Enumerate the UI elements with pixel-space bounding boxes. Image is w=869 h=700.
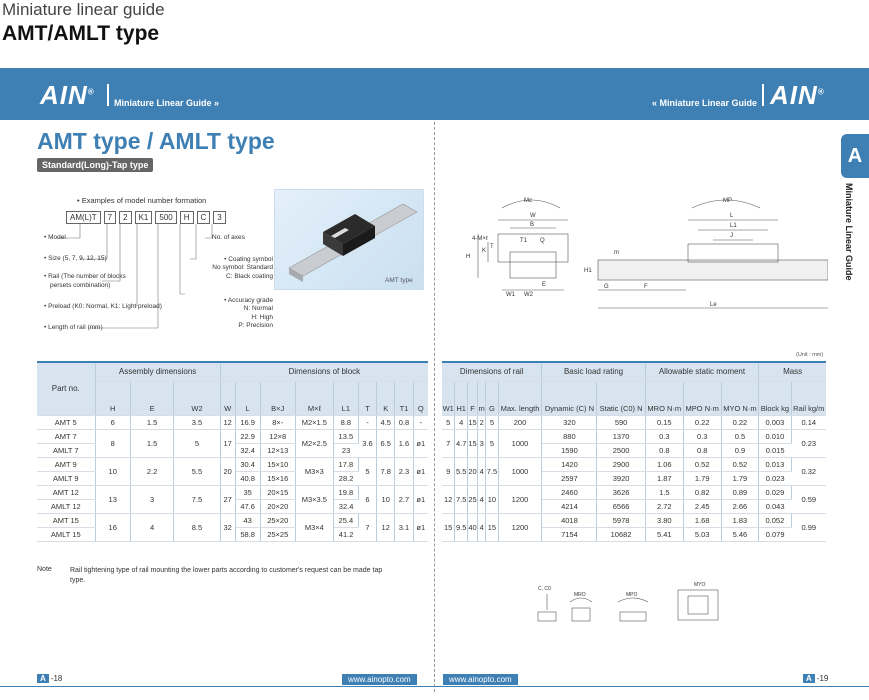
label-rail: • Rail (The number of blocks: [44, 273, 126, 280]
header-mass: Mass: [759, 363, 826, 381]
right-page-number: A -19: [803, 674, 828, 683]
label-t: T: [490, 244, 494, 250]
code-size: 7: [104, 211, 116, 224]
table-row: AMT 7 8 1.5 5 17 22.9 12×8 M2×2.5 13.5 3.6 6.5 1.6 ø1: [37, 429, 428, 443]
code-axes: 3: [213, 211, 225, 224]
right-table-wrap: [442, 361, 826, 542]
col-h: H: [95, 381, 130, 415]
col-w1: W1: [442, 381, 455, 415]
col-q: Q: [413, 381, 428, 415]
col-max-length: Max. length: [498, 381, 542, 415]
table-row: 1590 2500 0.8 0.8 0.9 0.015: [442, 443, 826, 457]
page-title: AMT type / AMLT type: [37, 128, 275, 154]
icon-label-mro: MRO: [574, 592, 586, 598]
note-label: Note: [37, 566, 52, 573]
col-static: Static (C0) N: [597, 381, 645, 415]
col-dynamic: Dynamic (C) N: [542, 381, 597, 415]
table-row: 9 5.5 20 4 7.5 1000 1420 2900 1.06 0.52 0.52 0.013 0.32: [442, 457, 826, 471]
block-dimensions-table: [37, 363, 428, 542]
label-w2: W2: [524, 292, 533, 298]
header-load: Basic load rating: [542, 363, 645, 381]
icon-load-block: [538, 612, 556, 621]
col-t1: T1: [395, 381, 413, 415]
label-l1: L1: [730, 223, 737, 229]
col-w: W: [220, 381, 235, 415]
label-model: • Model: [44, 234, 66, 241]
label-q: Q: [540, 238, 545, 244]
label-le: Le: [710, 302, 717, 308]
rail-side: [598, 260, 828, 280]
table-row: 12 7.5 25 4 10 1200 2460 3626 1.5 0.82 0.89 0.029 0.59: [442, 485, 826, 499]
label-h: H: [466, 254, 471, 260]
col-g: G: [486, 381, 499, 415]
col-block-mass: Block kg: [759, 381, 791, 415]
icon-label-mpo: MPO: [626, 592, 638, 598]
rail-front: [510, 252, 556, 278]
code-blocks: 2: [119, 211, 131, 224]
page-divider: [434, 122, 435, 692]
code-series: AM(L)T: [66, 211, 101, 224]
label-rail-2: persets combination): [50, 282, 111, 289]
col-mpo: MPO N·m: [683, 381, 721, 415]
header-moment: Allowable static moment: [645, 363, 759, 381]
table-row: AMT 15 16 4 8.5 32 43 25×20 M3×4 25.4 7 12 3.1 ø1: [37, 513, 428, 527]
label-w1: W1: [506, 292, 515, 298]
code-preload: K1: [135, 211, 153, 224]
table-row: 7 4.7 15 3 5 1000 880 1370 0.3 0.3 0.5 0.010 0.23: [442, 429, 826, 443]
table-row: 5 4 15 2 5 200 320 590 0.15 0.22 0.22 0.003 0.14: [442, 415, 826, 429]
label-e: E: [542, 282, 547, 288]
label-f: F: [644, 284, 648, 290]
label-coating: • Coating symbol No symbol: Standard C: Black coating: [212, 256, 273, 280]
linear-guide-image: [275, 190, 425, 291]
document-title: Miniature linear guide: [2, 0, 165, 19]
table-row: AMLT 15 58.8 25×25 41.2: [37, 527, 428, 541]
photo-caption: AMT type: [385, 277, 413, 284]
col-t: T: [358, 381, 376, 415]
label-size: • Size (5, 7, 9, 12, 15): [44, 255, 107, 262]
label-g: G: [604, 284, 609, 290]
label-preload: • Preload (K0: Normal, K1: Light preload): [44, 303, 162, 310]
label-length: • Length of rail (mm): [44, 324, 103, 331]
col-w2: W2: [174, 381, 220, 415]
col-e: E: [130, 381, 173, 415]
code-accuracy: H: [180, 211, 194, 224]
left-url[interactable]: www.ainopto.com: [342, 674, 417, 685]
table-row: AMLT 9 40.8 15×16 28.2: [37, 471, 428, 485]
header-band: [0, 68, 869, 120]
block-front: [498, 234, 568, 262]
icon-mro-block: [572, 608, 590, 621]
band-divider-left: [107, 84, 109, 106]
load-direction-icons: [530, 580, 745, 630]
header-assembly: Assembly dimensions: [95, 363, 220, 381]
section-tab[interactable]: A: [841, 134, 869, 178]
table-row: AMLT 12 47.6 20×20 32.4: [37, 499, 428, 513]
label-j: J: [730, 233, 733, 239]
col-f: F: [467, 381, 477, 415]
technical-drawing: [458, 186, 828, 312]
label-accuracy: • Accuracy grade N: Normal H: High P: Precision: [224, 297, 273, 330]
table-row: 7154 10682 5.41 5.03 5.46 0.079: [442, 527, 826, 541]
code-coating: C: [197, 211, 211, 224]
icon-mpo-block: [620, 612, 646, 621]
label-h1: H1: [584, 268, 592, 274]
col-l1: L1: [333, 381, 358, 415]
side-section-label: Miniature Linear Guide: [844, 183, 854, 281]
note-text: Rail tightening type of rail mounting the lower parts according to customer's request can be made tap type.: [70, 567, 383, 584]
header-part-no: Part no.: [37, 363, 95, 415]
col-rail-mass: Rail kg/m: [791, 381, 826, 415]
label-k: K: [482, 248, 487, 254]
code-length: 500: [155, 211, 176, 224]
document-subtitle: AMT/AMLT type: [2, 22, 160, 45]
header-rail: Dimensions of rail: [442, 363, 542, 381]
left-table-wrap: [37, 361, 428, 542]
label-mc: Mc: [524, 198, 532, 204]
label-b: B: [530, 222, 535, 228]
ain-logo-left: AIN®: [40, 80, 95, 110]
rail-load-table: [442, 363, 826, 542]
unit-note: (Unit : mm): [796, 352, 824, 358]
footer-rule: [0, 686, 869, 687]
icon-label-myo: MYO: [694, 582, 706, 588]
band-divider-right: [762, 84, 764, 106]
label-l: L: [730, 213, 734, 219]
band-label-right: « Miniature Linear Guide: [652, 98, 758, 108]
type-badge: Standard(Long)-Tap type: [37, 158, 153, 172]
col-bxj: B×J: [260, 381, 295, 415]
col-mxl: M×ℓ: [295, 381, 333, 415]
model-examples-label: • Examples of model number formation: [77, 196, 207, 205]
table-row: AMT 5 6 1.5 3.5 12 16.9 8×- M2×1.5 8.8 - 4.5 0.8 -: [37, 415, 428, 429]
ain-logo-right: AIN®: [770, 80, 825, 110]
table-row: 4214 6566 2.72 2.45 2.66 0.043: [442, 499, 826, 513]
table-row: 15 9.5 40 4 15 1200 4018 5978 3.80 1.68 1.83 0.052 0.99: [442, 513, 826, 527]
label-mp: MP: [723, 198, 732, 204]
label-w: W: [530, 213, 536, 219]
model-code-row: [66, 211, 226, 224]
left-page-number: A -18: [37, 674, 62, 683]
label-mxl: 4-M×ℓ: [472, 236, 488, 242]
col-h1: H1: [455, 381, 468, 415]
band-label-left: Miniature Linear Guide »: [114, 98, 220, 108]
right-url[interactable]: www.ainopto.com: [443, 674, 518, 685]
col-mro: MRO N·m: [645, 381, 683, 415]
label-axes: No. of axes: [212, 234, 245, 241]
table-row: 2597 3920 1.87 1.79 1.79 0.023: [442, 471, 826, 485]
icon-label-c: C, C0: [538, 586, 551, 592]
col-m: m: [478, 381, 486, 415]
label-m: m: [614, 250, 619, 256]
col-l: L: [235, 381, 260, 415]
table-row: AMLT 7 32.4 12×13 23: [37, 443, 428, 457]
table-row: AMT 9 10 2.2 5.5 20 30.4 15×10 M3×3 17.8 5 7.8 2.3 ø1: [37, 457, 428, 471]
label-t1: T1: [520, 238, 528, 244]
table-row: AMT 12 13 3 7.5 27 35 20×15 M3×3.5 19.8 6 10 2.7 ø1: [37, 485, 428, 499]
col-myo: MYO N·m: [721, 381, 759, 415]
block-side: [688, 244, 778, 262]
header-block: Dimensions of block: [220, 363, 428, 381]
product-photo: [274, 189, 424, 290]
col-k: K: [377, 381, 395, 415]
